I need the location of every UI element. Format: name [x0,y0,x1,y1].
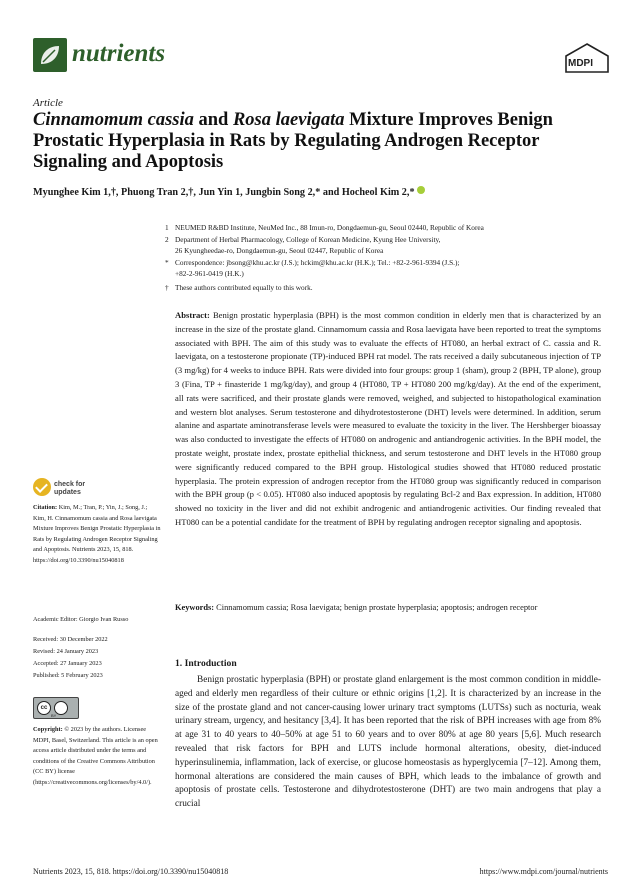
abstract: Abstract: Benign prostatic hyperplasia (BPH) is the most common condition in elderly men that is characterized by an increase in the size of the prostate gland. Cinnamomum cassia and Rosa laevigata have been reported to treat the symptoms associated with BPH. The aim of this study was to evaluate the effects of HT080, an herbal extract of C. cassia and R. laevigata, on a testosterone propionate (TP)-induced BPH rat model. The rats received a daily subcutaneous injection of TP (3 mg/kg) for 4 weeks to induce BPH. Rats were divided into four groups: group 1 (sham), group 2 (BPH, TP alone), group 3 (Fina, TP + finasteride 1 mg/kg/day), and group 4 (HT080, TP + HT080 200 mg/kg/day). At the end of the experiment, all rats were sacrificed, and their prostate glands were removed, weighed, and subjected to histopathological examination and western blot analyses. Serum testosterone and dihydrotestosterone (DHT) levels were determined. In addition, serum alanine and aspartate aminotransferase levels were measured to evaluate the toxicity in the liver. The Hershberger bioassay was also conducted to investigate the effects of HT080 on androgenic and antiandrogenic activities. In the BPH model, the prostate weight, prostate index, prostate epithelial thickness, and serum testosterone and DHT levels in the HT080 group were significantly reduced compared to the BPH group. Histological studies showed that HT080 reduced prostatic hyperplasia. The protein expression of androgen receptor from the HT080 group was significantly reduced in comparison with the BPH group (p < 0.05). HT080 also induced apoptosis by regulating Bcl-2 and Bax expression. In addition, HT080 showed no toxicity in the liver and did not exhibit androgenic and antiandrogenic activities. Our finding revealed that HT080 can be a potential candidate for the treatment of BPH by regulating androgen receptor signaling and apoptosis. [175,310,601,527]
accepted-date: Accepted: 27 January 2023 [33,660,102,667]
revised-date: Revised: 24 January 2023 [33,648,99,655]
keywords: Keywords: Cinnamomum cassia; Rosa laevigata; benign prostate hyperplasia; apoptosis; androgen receptor [175,603,538,612]
correspondence: * Correspondence: jbsong@khu.ac.kr (J.S.); hckim@khu.ac.kr (H.K.); Tel.: +82-2-961-9394 (J.S.); [165,258,460,267]
affiliation-2: 2 Department of Herbal Pharmacology, College of Korean Medicine, Kyung Hee University, [165,235,441,244]
cc-by-license-icon[interactable]: cc BY [33,697,79,719]
check-for-updates-label[interactable]: check for updates [54,481,86,496]
published-date: Published: 5 February 2023 [33,672,103,679]
journal-name: nutrients [72,40,166,67]
academic-editor: Academic Editor: Giorgio Ivan Russo [33,616,129,623]
copyright-block: Copyright: © 2023 by the authors. Licensee MDPI, Basel, Switzerland. This article is an open access article distributed under the terms and conditions of the Creative Commons Attribution (CC BY) license (https://creativecommons.org/licenses/by/4.0/). [33,726,158,786]
publisher-name: MDPI [568,58,593,69]
journal-logo-icon [33,38,67,72]
section-heading-introduction: 1. Introduction [175,658,237,669]
equal-contribution-note: † These authors contributed equally to this work. [165,283,313,292]
citation-block: Citation: Kim, M.; Tran, P.; Yin, J.; Song, J.; Kim, H. Cinnamomum cassia and Rosa laevigata Mixture Improves Benign Prostatic Hyperplasia in Rats by Regulating Androgen Receptor Signaling and Apoptosis. Nutrients 2023, 15, 818. https://doi.org/10.3390/nu15040818 [33,504,161,564]
article-type: Article [33,97,63,109]
affiliation-2-cont: 26 Kyungheedae-ro, Dongdaemun-gu, Seoul 02447, Republic of Korea [175,246,384,255]
introduction-paragraph: Benign prostatic hyperplasia (BPH) or prostate gland enlargement is the most common condition in middle-aged and elderly men regardless of their culture or ethnic origins [1,2]. It is characterized by an increase in the size of the prostate gland and not cancer-causing lower urinary tract symptoms (LUTSs) such as nocturia, weak urinary stream, urgency, and hesitancy [3,4]. It has been reported that the risk of BPH increases with age from 8% at age 31 to 40 years to 40–50% at age 51 to 60 years and to over 80% at age 80 years [5,6]. Much research revealed that risk factors for BPH and LUTS include hormonal alterations, obesity, diet-induced hyperinsulinemia, inflammation, lack of exercise, or glucose homeostasis as hyperglycemia [7–12]. Among them, hormonal alterations are considered the main causes of BPH, which leads to the imbalance of growth and apoptosis of prostate cells. Testosterone and dihydrotestosterone (DHT) are two main androgens that play a crucial [175,675,601,810]
correspondence-cont: +82-2-961-0419 (H.K.) [175,269,244,278]
article-title: Cinnamomum cassia and Rosa laevigata Mixture Improves Benign Prostatic Hyperplasia in Rats by Regulating Androgen Receptor Signaling and Apoptosis [33,110,553,172]
footer-citation: Nutrients 2023, 15, 818. https://doi.org/10.3390/nu15040818 [33,867,229,876]
check-for-updates-icon[interactable] [33,478,51,496]
footer-journal-url[interactable]: https://www.mdpi.com/journal/nutrients [479,867,608,876]
author-list: Myunghee Kim 1,†, Phuong Tran 2,†, Jun Yin 1, Jungbin Song 2,* and Hocheol Kim 2,* [33,186,623,198]
received-date: Received: 30 December 2022 [33,636,108,643]
orcid-icon[interactable] [417,186,425,194]
affiliation-1: 1 NEUMED R&BD Institute, NeuMed Inc., 88 Imun-ro, Dongdaemun-gu, Seoul 02440, Republic of Korea [165,223,484,232]
